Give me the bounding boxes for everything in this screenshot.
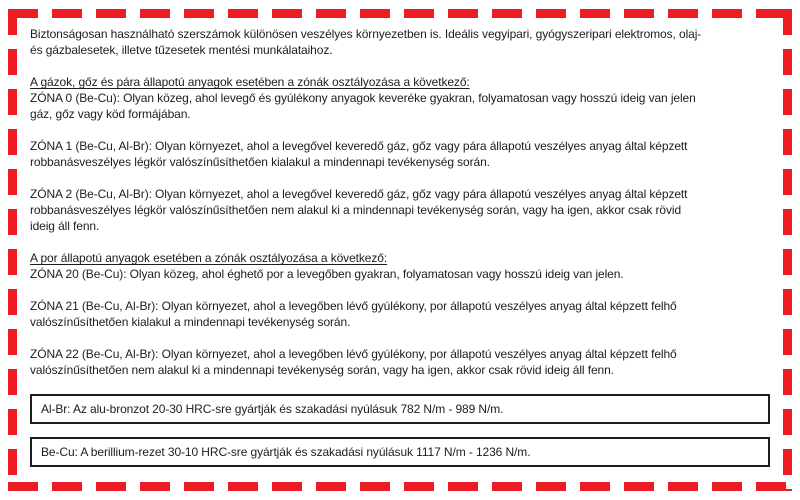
zone-0-paragraph: [30, 90, 770, 122]
dashed-border-right: [783, 9, 792, 491]
becu-info-box: [30, 437, 770, 467]
zone-20-line-1: ZÓNA 20 (Be-Cu): Olyan közeg, ahol éghető por a levegőben gyakran, folyamatosan vagy hosszú ideig van jelen.: [30, 267, 624, 281]
zone-22-line-2: valószínűsíthetően nem alakul ki a mindennapi tevékenység során, vagy ha igen, akkor csak rövid ideig áll fenn.: [30, 363, 614, 377]
zone-2-paragraph: [30, 186, 770, 234]
document-content: [30, 26, 770, 480]
zone-0-line-2: gáz, gőz vagy köd formájában.: [30, 107, 191, 121]
dust-section-heading: A por állapotú anyagok esetében a zónák osztályozása a következő:: [30, 251, 388, 265]
gas-section-heading: A gázok, gőz és pára állapotú anyagok esetében a zónák osztályozása a következő:: [30, 75, 470, 89]
zone-2-line-3: ideig áll fenn.: [30, 219, 100, 233]
zone-20-paragraph: [30, 266, 770, 282]
albr-info-text: Al-Br: Az alu-bronzot 20-30 HRC-sre gyártják és szakadási nyúlásuk 782 N/m - 989 N/m.: [41, 402, 504, 416]
zone-2-line-1: ZÓNA 2 (Be-Cu, Al-Br): Olyan környezet, ahol a levegővel keveredő gáz, gőz vagy pára állapotú veszélyes anyag által képzett: [30, 187, 688, 201]
dashed-border-top: [8, 9, 792, 18]
intro-paragraph: [30, 26, 770, 58]
albr-info-box: [30, 394, 770, 424]
zone-2-line-2: robbanásveszélyes légkör valószínűsíthetően nem alakul ki a mindennapi tevékenység során, vagy ha igen, akkor csak rövid: [30, 203, 682, 217]
zone-1-paragraph: [30, 138, 770, 170]
dashed-border-bottom: [8, 482, 792, 491]
becu-info-text: Be-Cu: A berillium-rezet 30-10 HRC-sre gyártják és szakadási nyúlásuk 1117 N/m - 1236 N/m.: [41, 445, 531, 459]
zone-21-line-2: valószínűsíthetően kialakul a mindennapi tevékenység során.: [30, 315, 351, 329]
zone-1-line-2: robbanásveszélyes légkör valószínűsíthetően kialakul a mindennapi tevékenység során.: [30, 155, 490, 169]
zone-21-line-1: ZÓNA 21 (Be-Cu, Al-Br): Olyan környezet, ahol a levegőben lévő gyúlékony, por állapotú veszélyes anyag által képzett felhő: [30, 299, 677, 313]
dashed-border-left: [8, 9, 17, 491]
intro-line-2: és gázbalesetek, illetve tűzesetek mentési munkálataihoz.: [30, 43, 333, 57]
zone-21-paragraph: [30, 298, 770, 330]
dust-section-heading-block: [30, 250, 770, 266]
gas-section-heading-block: [30, 74, 770, 90]
intro-line-1: Biztonságosan használható szerszámok különösen veszélyes környezetben is. Ideális vegyipari, gyógyszeripari elektromos, olaj-: [30, 27, 702, 41]
zone-1-line-1: ZÓNA 1 (Be-Cu, Al-Br): Olyan környezet, ahol a levegővel keveredő gáz, gőz vagy pára állapotú veszélyes anyag által képzett: [30, 139, 688, 153]
zone-22-line-1: ZÓNA 22 (Be-Cu, Al-Br): Olyan környezet, ahol a levegőben lévő gyúlékony, por állapotú veszélyes anyag által képzett felhő: [30, 347, 677, 361]
zone-0-line-1: ZÓNA 0 (Be-Cu): Olyan közeg, ahol levegő és gyúlékony anyagok keveréke gyakran, folyamatosan vagy hosszú ideig van jelen: [30, 91, 696, 105]
zone-22-paragraph: [30, 346, 770, 378]
